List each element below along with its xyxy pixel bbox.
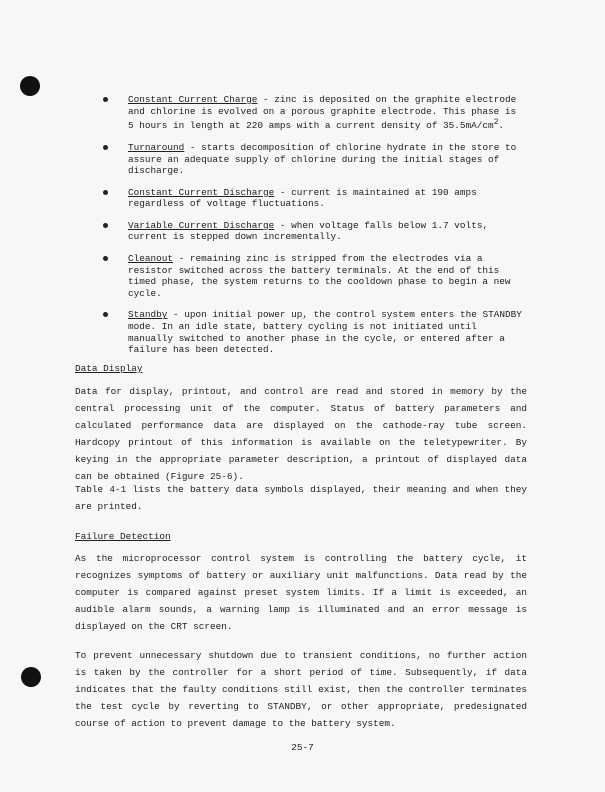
phase-description: - when voltage falls below 1.7 volts, current is stepped down incrementally.	[128, 219, 489, 243]
data-display-paragraph-2: Table 4-1 lists the battery data symbols displayed, their meaning and when they are printed.	[75, 484, 527, 513]
bullet-dot-icon	[103, 145, 108, 150]
bullet-dot-icon	[103, 256, 108, 261]
phase-description: - current is maintained at 190 amps regardless of voltage fluctuations.	[128, 186, 477, 210]
phase-term: Standby	[128, 309, 168, 321]
phase-description-tail: .	[498, 120, 505, 132]
phase-description: - starts decomposition of chlorine hydrate in the store to assure an adequate supply of chlorine during the initial stages of discharge.	[128, 141, 517, 177]
bullet-dot-icon	[103, 97, 108, 102]
failure-detection-paragraph-1: As the microprocessor control system is controlling the battery cycle, it recognizes symptoms of battery or auxiliary unit malfunctions. Data read by the computer is compared against preset system limits. If a limit is exceeded, an audible alarm sounds, a warning lamp is illuminated and an error message is displayed on the CRT screen.	[75, 553, 527, 633]
list-item	[103, 309, 523, 355]
list-item	[103, 220, 523, 243]
section-heading-data-display: Data Display	[75, 363, 143, 374]
phase-term: Turnaround	[128, 141, 185, 153]
list-item	[103, 142, 523, 177]
phase-description: - zinc is deposited on the graphite electrode and chlorine is evolved on a porous graphite electrode. This phase is 5 hours in length at 220 amps with a current density of 35.5mA/cm	[128, 94, 517, 132]
phase-term: Constant Current Discharge	[128, 186, 275, 198]
failure-detection-paragraph-2: To prevent unnecessary shutdown due to transient conditions, no further action is taken by the controller for a short period of time. Subsequently, if data indicates that the faulty conditions still exist, then the controller terminates the test cycle by reverting to STANDBY, or other appropriate, predesignated course of action to prevent damage to the battery system.	[75, 650, 527, 730]
page-number: 25-7	[291, 742, 314, 753]
superscript: 2	[493, 118, 499, 128]
bullet-dot-icon	[103, 190, 108, 195]
phase-description: - remaining zinc is stripped from the electrodes via a resistor switched across the battery terminals. At the end of this timed phase, the system returns to the cooldown phase to begin a new cycle.	[128, 253, 511, 299]
binder-hole-bottom	[21, 667, 41, 687]
phase-term: Constant Current Charge	[128, 94, 258, 105]
data-display-paragraph-1: Data for display, printout, and control are read and stored in memory by the central processing unit of the computer. Status of battery parameters and calculated performance data are displayed on the cathode-ray tube screen. Hardcopy printout of this information is available on the teletypewriter. By keying in the appropriate parameter description, a printout of displayed data can be obtained (Figure 25-6).	[75, 386, 527, 483]
cycle-phase-list	[103, 94, 523, 356]
list-item	[103, 253, 523, 299]
binder-hole-top	[20, 76, 40, 96]
list-item	[103, 187, 523, 210]
list-item	[103, 94, 523, 132]
phase-description: - upon initial power up, the control system enters the STANDBY mode. In an idle state, battery cycling is not initiated until manually switched to another phase in the cycle, or entered after a failure has been detected.	[128, 309, 522, 356]
bullet-dot-icon	[103, 312, 108, 317]
phase-term: Variable Current Discharge	[128, 219, 275, 231]
section-heading-failure-detection: Failure Detection	[75, 531, 171, 542]
bullet-dot-icon	[103, 223, 108, 228]
phase-term: Cleanout	[128, 253, 174, 265]
